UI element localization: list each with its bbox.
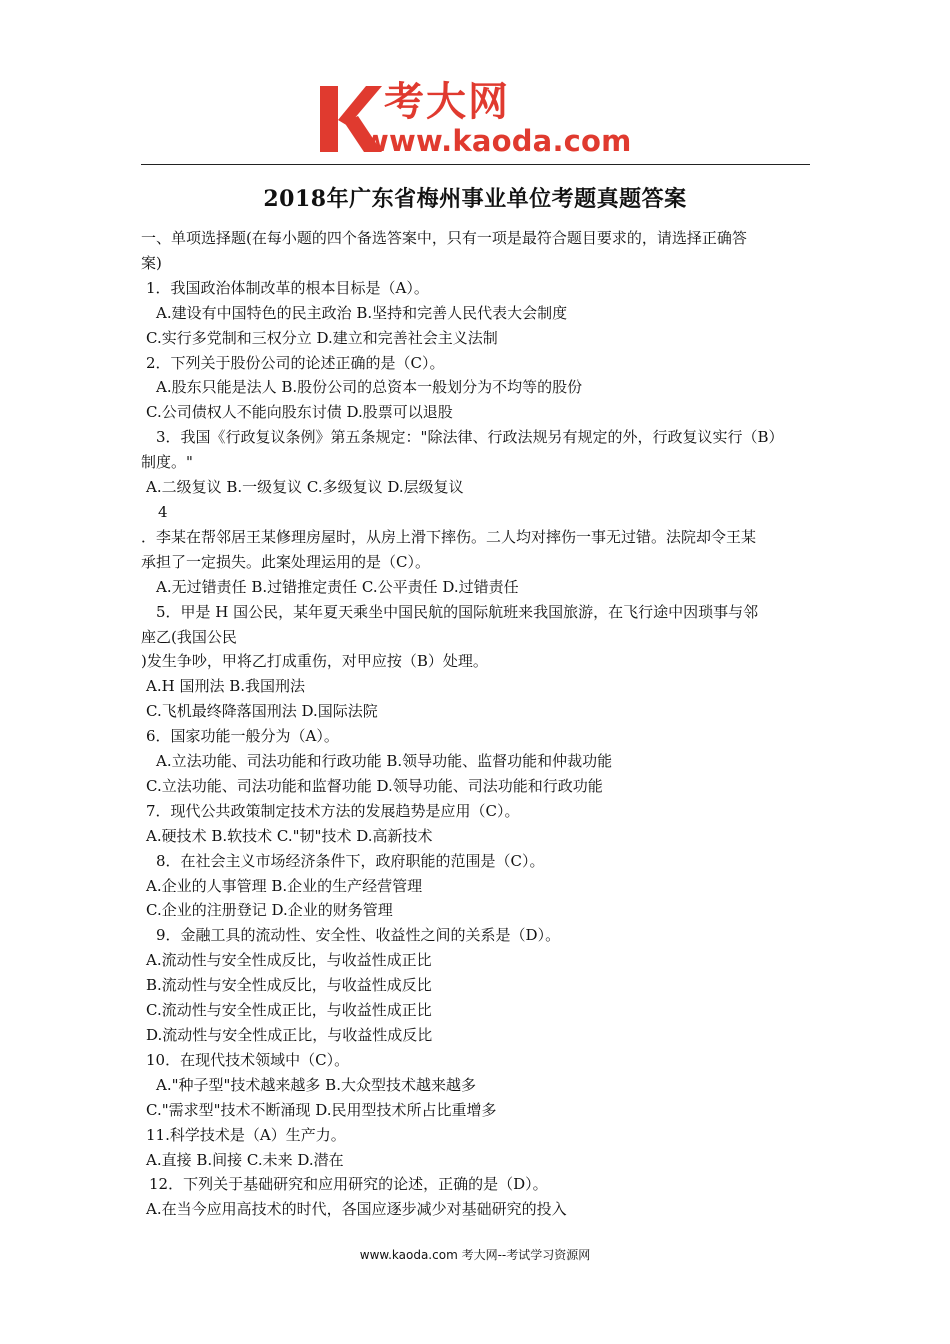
site-logo[interactable] [318, 80, 648, 160]
question-4-cont: 承担了一定损失。此案处理运用的是（C）。 [141, 552, 430, 571]
question-9-option-c: C.流动性与安全性成正比，与收益性成正比 [146, 1001, 432, 1020]
section-heading-cont: 案) [141, 253, 162, 272]
question-5-options-a: A.H 国刑法 B.我国刑法 [146, 677, 306, 696]
question-3: 3．我国《行政复议条例》第五条规定："除法律、行政法规另有规定的外，行政复议实行（B） [156, 428, 784, 447]
question-4-options: A.无过错责任 B.过错推定责任 C.公平责任 D.过错责任 [156, 577, 519, 596]
question-6: 6．国家功能一般分为（A）。 [146, 727, 339, 746]
question-10-options-c: C."需求型"技术不断涌现 D.民用型技术所占比重增多 [146, 1100, 497, 1119]
question-3-options: A.二级复议 B.一级复议 C.多级复议 D.层级复议 [146, 478, 464, 497]
question-4-number: 4 [158, 502, 168, 521]
question-1-options-c: C.实行多党制和三权分立 D.建立和完善社会主义法制 [146, 328, 498, 347]
document-body [141, 226, 813, 1222]
header-divider [141, 164, 810, 165]
question-10-options-a: A."种子型"技术越来越多 B.大众型技术越来越多 [156, 1075, 476, 1094]
question-5-cont-2: )发生争吵，甲将乙打成重伤，对甲应按（B）处理。 [141, 652, 488, 671]
section-heading: 一、单项选择题(在每小题的四个备选答案中，只有一项是最符合题目要求的，请选择正确答 [141, 229, 747, 247]
question-2: 2．下列关于股份公司的论述正确的是（C）。 [146, 353, 445, 372]
question-2-options-c: C.公司债权人不能向股东讨债 D.股票可以退股 [146, 403, 453, 422]
question-1: 1．我国政治体制改革的根本目标是（A）。 [146, 278, 429, 297]
question-8-options-a: A.企业的人事管理 B.企业的生产经营管理 [146, 876, 423, 895]
question-10: 10．在现代技术领域中（C）。 [146, 1050, 350, 1069]
logo-url: www.kaoda.com [362, 124, 632, 158]
question-1-options-a: A.建设有中国特色的民主政治 B.坚持和完善人民代表大会制度 [156, 303, 568, 322]
question-5-options-c: C.飞机最终降落国刑法 D.国际法院 [146, 702, 378, 721]
question-8: 8．在社会主义市场经济条件下，政府职能的范围是（C）。 [156, 851, 545, 870]
document-title: 2018年广东省梅州事业单位考题真题答案 [263, 186, 687, 212]
question-9-option-d: D.流动性与安全性成正比，与收益性成反比 [146, 1026, 433, 1044]
question-6-options-c: C.立法功能、司法功能和监督功能 D.领导功能、司法功能和行政功能 [146, 776, 603, 795]
question-5: 5．甲是 H 国公民，某年夏天乘坐中国民航的国际航班来我国旅游，在飞行途中因琐事与邻 [156, 602, 759, 621]
question-9: 9．金融工具的流动性、安全性、收益性之间的关系是（D）。 [156, 926, 561, 945]
page-footer: www.kaoda.com 考大网--考试学习资源网 [359, 1248, 591, 1262]
question-11-options: A.直接 B.间接 C.未来 D.潜在 [146, 1150, 344, 1169]
question-3-cont: 制度。" [141, 453, 193, 472]
question-7-options: A.硬技术 B.软技术 C."韧"技术 D.高新技术 [146, 826, 433, 845]
question-12: 12．下列关于基础研究和应用研究的论述，正确的是（D）。 [149, 1175, 548, 1194]
question-9-option-b: B.流动性与安全性成反比，与收益性成反比 [146, 976, 432, 995]
question-8-options-c: C.企业的注册登记 D.企业的财务管理 [146, 901, 393, 920]
question-12-option-a: A.在当今应用高技术的时代，各国应逐步减少对基础研究的投入 [146, 1200, 567, 1219]
question-9-option-a: A.流动性与安全性成反比，与收益性成正比 [146, 951, 432, 970]
question-5-cont: 座乙(我国公民 [141, 627, 237, 646]
question-2-options-a: A.股东只能是法人 B.股份公司的总资本一般划分为不均等的股份 [156, 378, 583, 397]
question-11: 11.科学技术是（A）生产力。 [146, 1125, 346, 1144]
logo-brand-name: 考大网 [384, 79, 510, 125]
question-6-options-a: A.立法功能、司法功能和行政功能 B.领导功能、监督功能和仲裁功能 [156, 752, 613, 771]
question-7: 7．现代公共政策制定技术方法的发展趋势是应用（C）。 [146, 801, 520, 820]
question-4: ．李某在帮邻居王某修理房屋时，从房上滑下摔伤。二人均对摔伤一事无过错。法院却令王某 [141, 527, 757, 546]
